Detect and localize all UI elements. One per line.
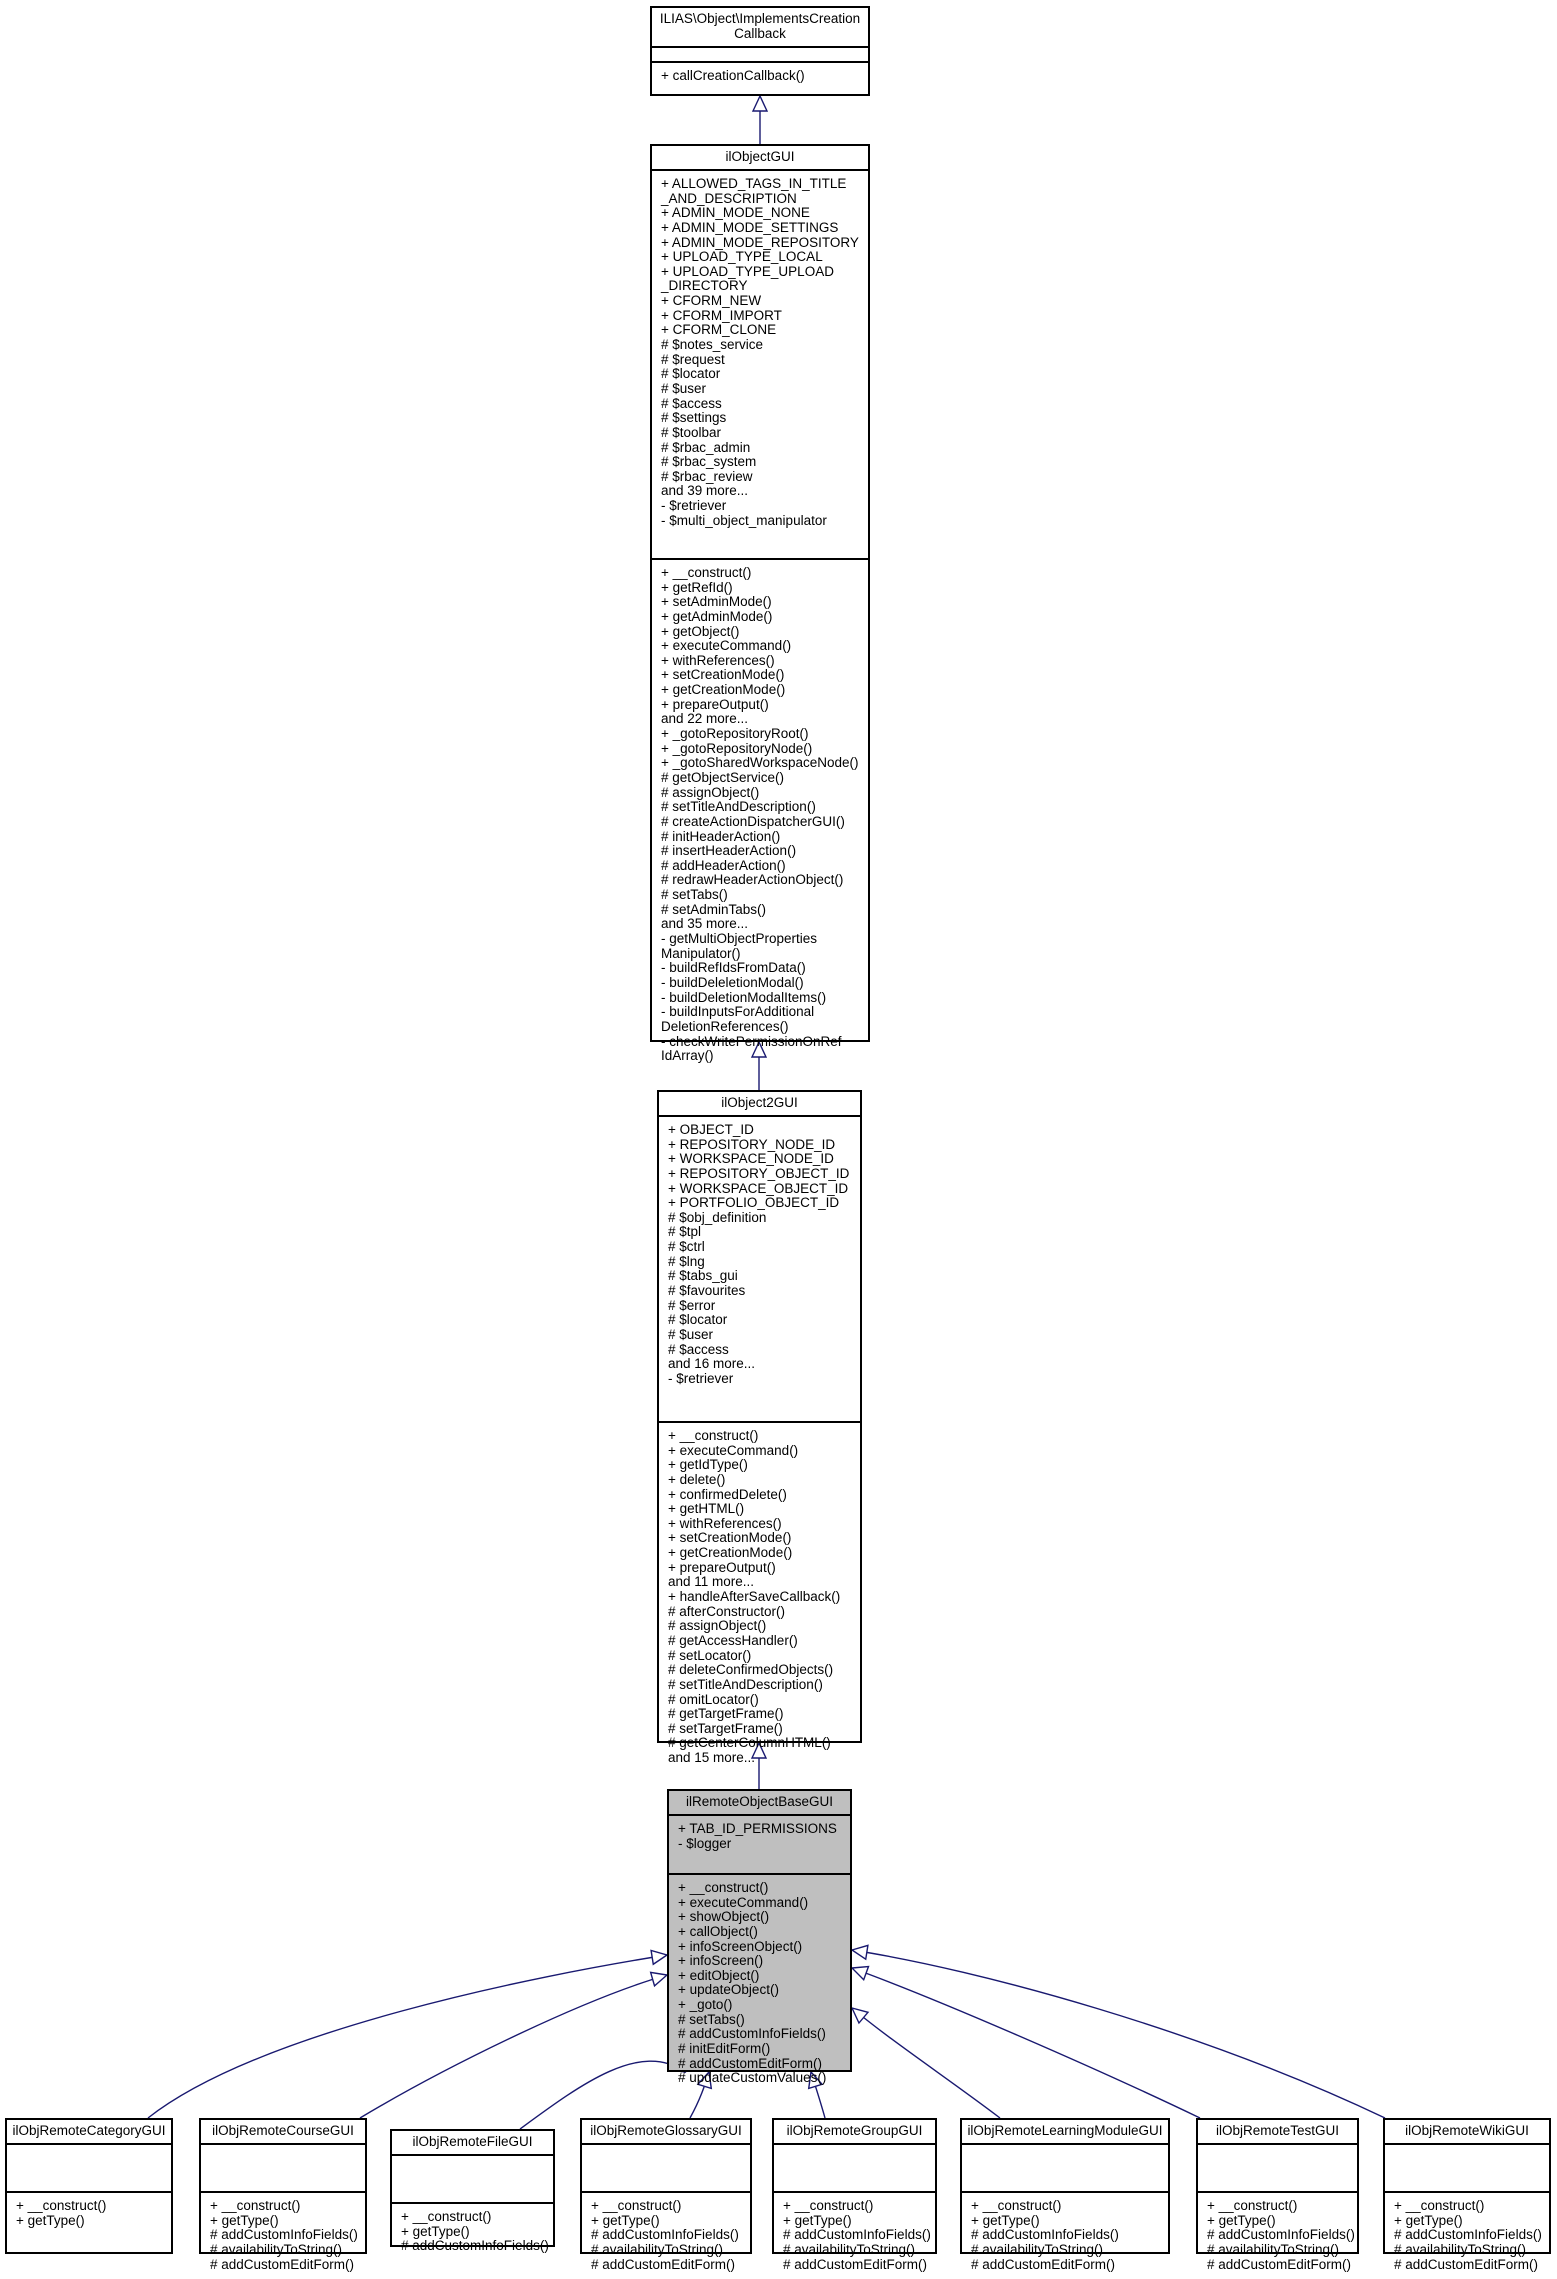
- attribute-item: # $rbac_admin: [661, 439, 751, 455]
- method-item: + __construct(): [210, 2198, 301, 2213]
- class-name[interactable]: ilObjRemoteGroupGUI: [786, 2123, 923, 2138]
- method-item: # setAdminTabs(): [661, 901, 767, 917]
- method-item: # addCustomInfoFields(): [1394, 2227, 1542, 2243]
- method-item: + withReferences(): [661, 652, 775, 668]
- method-item: # setTabs(): [678, 2011, 745, 2027]
- class-box-grp[interactable]: [772, 2118, 937, 2272]
- method-item: # insertHeaderAction(): [661, 843, 797, 859]
- attribute-item: and 39 more...: [661, 483, 749, 499]
- method-item: and 22 more...: [661, 711, 749, 727]
- method-item: + __construct(): [971, 2198, 1062, 2213]
- attribute-item: # $locator: [661, 366, 721, 382]
- method-item: # setTabs(): [661, 887, 728, 903]
- attribute-item: # $rbac_system: [661, 454, 757, 470]
- method-item: # getTargetFrame(): [668, 1706, 784, 1722]
- attribute-item: - $retriever: [668, 1370, 734, 1386]
- method-item: # getObjectService(): [661, 769, 785, 785]
- class-name[interactable]: ilObjRemoteTestGUI: [1215, 2123, 1340, 2138]
- method-item: # getAccessHandler(): [668, 1632, 798, 1648]
- method-item: # addCustomEditForm(): [591, 2256, 736, 2272]
- class-box-ilObjectGUI[interactable]: [650, 144, 870, 1064]
- class-attributes: [659, 1115, 860, 1421]
- class-attributes: [669, 1814, 850, 1873]
- inheritance-arrowhead: [651, 1950, 667, 1964]
- attribute-item: + ADMIN_MODE_SETTINGS: [661, 219, 839, 235]
- attribute-item: # $tpl: [668, 1224, 702, 1240]
- method-item: # availabilityToString(): [971, 2241, 1104, 2257]
- method-item: - getMultiObjectProperties: [661, 931, 818, 947]
- method-item: + executeCommand(): [668, 1442, 799, 1458]
- method-item: + updateObject(): [678, 1982, 779, 1998]
- method-item: + getCreationMode(): [661, 682, 786, 698]
- class-name[interactable]: ilObjRemoteLearningModuleGUI: [967, 2123, 1163, 2138]
- class-attributes: [774, 2143, 935, 2191]
- attribute-item: + PORTFOLIO_OBJECT_ID: [668, 1195, 840, 1211]
- method-item: + executeCommand(): [661, 638, 792, 654]
- method-item: + __construct(): [1207, 2198, 1298, 2213]
- class-methods: [582, 2191, 750, 2279]
- method-item: and 15 more...: [668, 1750, 756, 1766]
- class-box-tst[interactable]: [1196, 2118, 1359, 2272]
- attribute-item: - $retriever: [661, 498, 727, 514]
- class-box-glo[interactable]: [580, 2118, 752, 2272]
- method-item: + callObject(): [678, 1923, 758, 1939]
- inheritance-arrowhead: [852, 1945, 868, 1959]
- class-methods: [201, 2191, 365, 2279]
- class-methods: [652, 558, 868, 1067]
- attribute-item: + ADMIN_MODE_REPOSITORY: [661, 234, 859, 250]
- method-item: # addCustomInfoFields(): [971, 2227, 1119, 2243]
- method-item: + getType(): [1207, 2212, 1276, 2228]
- method-item: - buildDeletionModalItems(): [661, 989, 827, 1005]
- attribute-item: + OBJECT_ID: [668, 1122, 754, 1137]
- class-box-icc[interactable]: [650, 6, 870, 96]
- method-item: # omitLocator(): [668, 1691, 759, 1707]
- method-item: # setTitleAndDescription(): [661, 799, 816, 815]
- method-item: + showObject(): [678, 1909, 770, 1925]
- method-item: # addCustomInfoFields(): [1207, 2227, 1355, 2243]
- method-item: # createActionDispatcherGUI(): [661, 813, 845, 829]
- method-item: - checkWritePermissionOnRef: [661, 1033, 842, 1049]
- attribute-item: # $user: [661, 380, 707, 396]
- attribute-item: # $access: [661, 395, 722, 411]
- method-item: + __construct(): [783, 2198, 874, 2213]
- attribute-item: - $logger: [678, 1835, 732, 1851]
- method-item: + getCreationMode(): [668, 1545, 793, 1561]
- inheritance-edge-tst: [852, 1968, 1200, 2118]
- method-item: # addCustomInfoFields(): [678, 2026, 826, 2042]
- method-item: # addCustomEditForm(): [1207, 2256, 1352, 2272]
- class-methods: [1385, 2191, 1549, 2279]
- attribute-item: + UPLOAD_TYPE_UPLOAD: [661, 263, 834, 279]
- attribute-item: # $settings: [661, 410, 727, 426]
- attribute-item: + TAB_ID_PERMISSIONS: [678, 1821, 837, 1836]
- method-item: - buildRefIdsFromData(): [661, 960, 806, 976]
- method-item: DeletionReferences(): [661, 1018, 789, 1034]
- method-item: and 11 more...: [668, 1574, 755, 1590]
- class-methods: [659, 1421, 860, 1768]
- attribute-item: # $ctrl: [668, 1239, 705, 1255]
- method-item: + __construct(): [678, 1880, 769, 1895]
- method-item: + setCreationMode(): [668, 1530, 792, 1546]
- attribute-item: + WORKSPACE_OBJECT_ID: [668, 1180, 849, 1196]
- method-item: # getCenterColumnHTML(): [668, 1735, 831, 1751]
- class-methods: [392, 2202, 553, 2272]
- method-item: # setLocator(): [668, 1647, 752, 1663]
- method-item: + __construct(): [661, 565, 752, 580]
- method-item: # initHeaderAction(): [661, 828, 781, 844]
- method-item: # initEditForm(): [678, 2041, 771, 2057]
- method-item: # assignObject(): [668, 1618, 767, 1634]
- attribute-item: # $toolbar: [661, 424, 722, 440]
- class-attributes: [1385, 2143, 1549, 2191]
- method-item: IdArray(): [661, 1048, 714, 1064]
- method-item: Manipulator(): [661, 945, 741, 961]
- attribute-item: + WORKSPACE_NODE_ID: [668, 1151, 834, 1167]
- method-item: + getType(): [971, 2212, 1040, 2228]
- attribute-item: and 16 more...: [668, 1356, 756, 1372]
- attribute-item: # $obj_definition: [668, 1209, 767, 1225]
- class-name[interactable]: ilObjectGUI: [725, 149, 795, 164]
- attribute-item: # $tabs_gui: [668, 1268, 738, 1284]
- method-item: + infoScreen(): [678, 1953, 764, 1969]
- inheritance-arrowhead: [852, 1967, 868, 1980]
- class-name[interactable]: ilObjRemoteCategoryGUI: [12, 2123, 166, 2138]
- attribute-item: # $favourites: [668, 1283, 746, 1299]
- method-item: + getType(): [783, 2212, 852, 2228]
- method-item: # availabilityToString(): [783, 2241, 916, 2257]
- class-methods: [7, 2191, 171, 2239]
- class-methods: [774, 2191, 935, 2279]
- attribute-item: # $notes_service: [661, 337, 764, 353]
- method-item: - buildDeleletionModal(): [661, 974, 804, 990]
- method-item: + getType(): [591, 2212, 660, 2228]
- method-item: + __construct(): [1394, 2198, 1485, 2213]
- method-item: + confirmedDelete(): [668, 1486, 787, 1502]
- method-item: + editObject(): [678, 1967, 760, 1983]
- class-box-file[interactable]: [390, 2129, 555, 2254]
- method-item: # availabilityToString(): [1207, 2241, 1340, 2257]
- method-item: # addCustomEditForm(): [678, 2055, 823, 2071]
- attribute-item: + UPLOAD_TYPE_LOCAL: [661, 249, 823, 265]
- method-item: # setTitleAndDescription(): [668, 1676, 823, 1692]
- method-item: # redrawHeaderActionObject(): [661, 872, 844, 888]
- class-box-crs[interactable]: [199, 2118, 367, 2272]
- attribute-item: # $access: [668, 1341, 729, 1357]
- method-item: + executeCommand(): [678, 1894, 809, 1910]
- class-name[interactable]: ilObjRemoteCourseGUI: [212, 2123, 354, 2138]
- method-item: + prepareOutput(): [661, 696, 769, 712]
- method-item: + getType(): [1394, 2212, 1463, 2228]
- class-box-ilObject2GUI[interactable]: [657, 1090, 862, 1766]
- class-name[interactable]: ilObjRemoteGlossaryGUI: [590, 2123, 742, 2138]
- class-methods: [669, 1873, 850, 2097]
- method-item: + getType(): [210, 2212, 279, 2228]
- method-item: + getObject(): [661, 623, 740, 639]
- method-item: + getType(): [401, 2223, 470, 2239]
- class-box-ilRemoteObjectBaseGUI[interactable]: [667, 1789, 852, 2086]
- method-item: # addCustomInfoFields(): [591, 2227, 739, 2243]
- method-item: + withReferences(): [668, 1515, 782, 1531]
- method-item: + getRefId(): [661, 579, 733, 595]
- class-methods: [652, 61, 868, 109]
- class-attributes: [201, 2143, 365, 2191]
- method-item: + delete(): [668, 1471, 726, 1487]
- inheritance-edge-cat: [148, 1955, 667, 2118]
- attribute-item: # $user: [668, 1326, 714, 1342]
- method-item: - buildInputsForAdditional: [661, 1004, 815, 1020]
- class-attributes: [582, 2143, 750, 2191]
- method-item: + __construct(): [16, 2198, 107, 2213]
- class-name[interactable]: ilObjRemoteFileGUI: [412, 2134, 533, 2149]
- attribute-item: + CFORM_IMPORT: [661, 307, 782, 323]
- method-item: # addCustomEditForm(): [210, 2256, 355, 2272]
- inheritance-arrowhead: [651, 1972, 667, 1985]
- class-methods: [1198, 2191, 1357, 2279]
- attribute-item: + REPOSITORY_NODE_ID: [668, 1136, 836, 1152]
- method-item: + callCreationCallback(): [661, 68, 805, 83]
- method-item: + __construct(): [668, 1428, 759, 1443]
- class-attributes: [392, 2154, 553, 2202]
- method-item: + setAdminMode(): [661, 594, 772, 610]
- method-item: # availabilityToString(): [591, 2241, 724, 2257]
- method-item: + getAdminMode(): [661, 608, 773, 624]
- method-item: # addCustomInfoFields(): [783, 2227, 931, 2243]
- method-item: # deleteConfirmedObjects(): [668, 1662, 834, 1678]
- class-box-cat[interactable]: [5, 2118, 173, 2254]
- method-item: + _gotoRepositoryNode(): [661, 740, 813, 756]
- class-attributes: [7, 2143, 171, 2191]
- method-item: # availabilityToString(): [1394, 2241, 1527, 2257]
- attribute-item: + ALLOWED_TAGS_IN_TITLE: [661, 176, 847, 191]
- class-name[interactable]: ilObject2GUI: [721, 1095, 798, 1110]
- inheritance-arrowhead: [852, 2008, 868, 2023]
- class-box-wiki[interactable]: [1383, 2118, 1551, 2272]
- method-item: # addHeaderAction(): [661, 857, 786, 873]
- method-item: # addCustomEditForm(): [1394, 2256, 1539, 2272]
- attribute-item: # $lng: [668, 1253, 705, 1269]
- inheritance-edge-lm: [852, 2008, 1000, 2118]
- method-item: + setCreationMode(): [661, 667, 785, 683]
- attribute-item: - $multi_object_manipulator: [661, 512, 827, 528]
- method-item: # addCustomEditForm(): [783, 2256, 928, 2272]
- class-box-lm[interactable]: [960, 2118, 1170, 2272]
- class-name[interactable]: ILIAS\Object\ImplementsCreation Callback: [659, 11, 861, 41]
- class-attributes: [962, 2143, 1168, 2191]
- method-item: # addCustomEditForm(): [971, 2256, 1116, 2272]
- attribute-item: + CFORM_NEW: [661, 293, 762, 309]
- method-item: + _gotoRepositoryRoot(): [661, 726, 809, 742]
- method-item: + _gotoSharedWorkspaceNode(): [661, 755, 859, 771]
- inheritance-edge-crs: [360, 1975, 667, 2118]
- attribute-item: + ADMIN_MODE_NONE: [661, 205, 810, 221]
- method-item: + getHTML(): [668, 1501, 745, 1517]
- method-item: + __construct(): [401, 2209, 492, 2224]
- method-item: # afterConstructor(): [668, 1603, 786, 1619]
- class-methods: [962, 2191, 1168, 2279]
- method-item: and 35 more...: [661, 916, 749, 932]
- attribute-item: _DIRECTORY: [661, 278, 748, 294]
- method-item: # updateCustomValues(): [678, 2070, 827, 2086]
- attribute-item: _AND_DESCRIPTION: [661, 190, 797, 206]
- class-attributes: [652, 169, 868, 558]
- method-item: + getIdType(): [668, 1457, 748, 1473]
- method-item: # assignObject(): [661, 784, 760, 800]
- method-item: + __construct(): [591, 2198, 682, 2213]
- attribute-item: # $error: [668, 1297, 716, 1313]
- class-name[interactable]: ilRemoteObjectBaseGUI: [685, 1794, 834, 1809]
- method-item: # setTargetFrame(): [668, 1720, 783, 1736]
- attribute-item: # $locator: [668, 1312, 728, 1328]
- class-name[interactable]: ilObjRemoteWikiGUI: [1405, 2123, 1529, 2138]
- method-item: + handleAfterSaveCallback(): [668, 1589, 841, 1605]
- attribute-item: + REPOSITORY_OBJECT_ID: [668, 1165, 850, 1181]
- method-item: + infoScreenObject(): [678, 1938, 803, 1954]
- class-attributes: [1198, 2143, 1357, 2191]
- inheritance-edge-wiki: [852, 1950, 1385, 2118]
- attribute-item: + CFORM_CLONE: [661, 322, 777, 338]
- attribute-item: # $rbac_review: [661, 468, 753, 484]
- method-item: # addCustomInfoFields(): [401, 2238, 549, 2254]
- method-item: + _goto(): [678, 1997, 733, 2013]
- method-item: # availabilityToString(): [210, 2241, 343, 2257]
- method-item: + prepareOutput(): [668, 1559, 776, 1575]
- method-item: + getType(): [16, 2212, 85, 2228]
- method-item: # addCustomInfoFields(): [210, 2227, 358, 2243]
- class-attributes: [652, 46, 868, 61]
- attribute-item: # $request: [661, 351, 725, 367]
